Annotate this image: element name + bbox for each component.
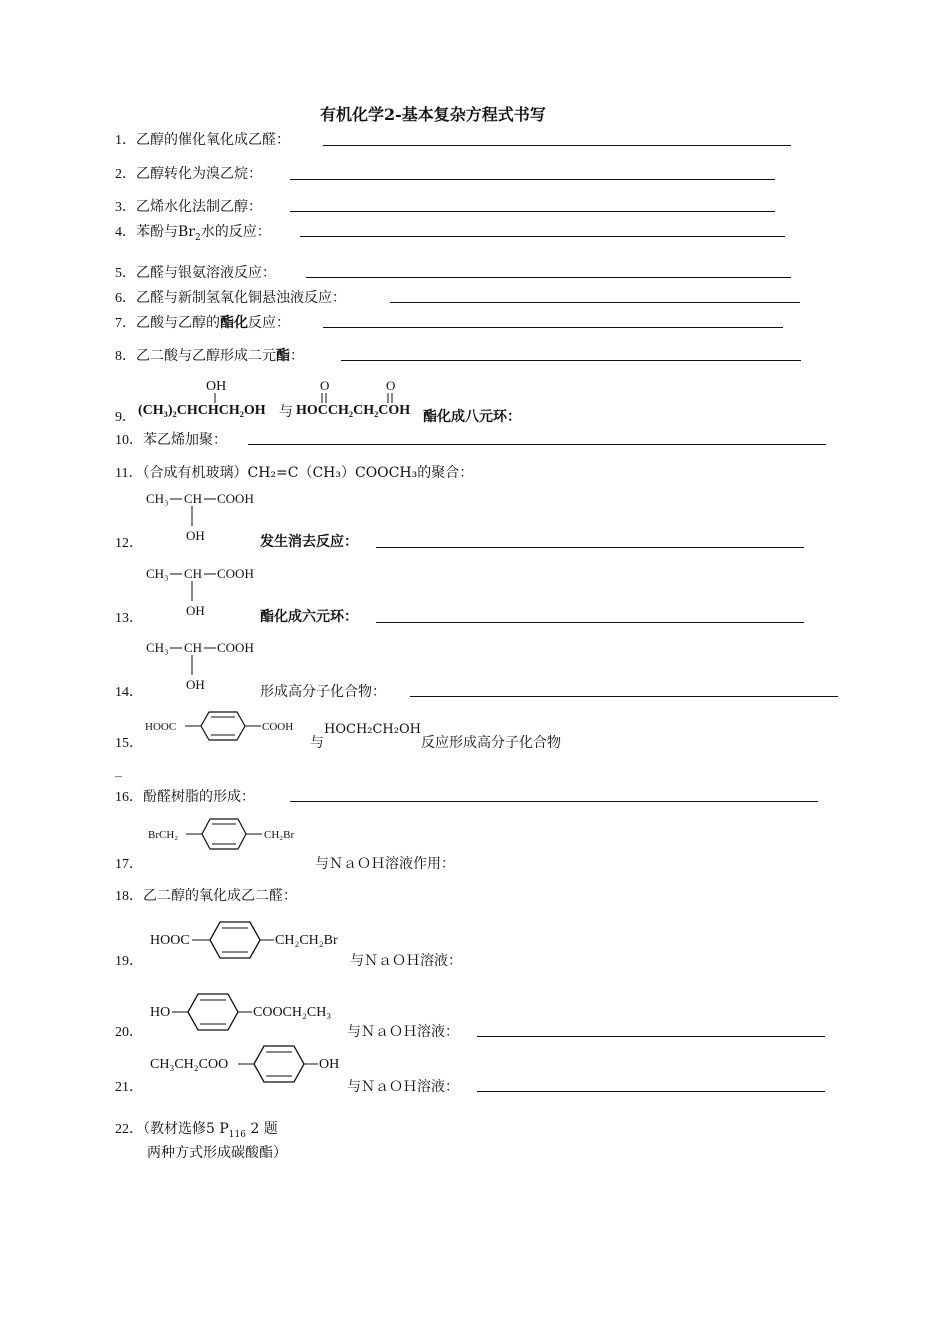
question-number: 7． (115, 316, 136, 331)
question-21-text: 与ＮａＯＨ溶液： (347, 1079, 459, 1095)
answer-line-1[interactable] (323, 145, 791, 146)
answer-line-5[interactable] (306, 277, 791, 278)
answer-line-2[interactable] (290, 179, 775, 180)
answer-line-8[interactable] (341, 360, 801, 361)
question-number: 2． (115, 167, 136, 182)
question-text: 乙二酸与乙醇形成二元 (136, 348, 276, 364)
question-4 (115, 221, 271, 243)
question-number: 18． (115, 889, 143, 904)
question-bold-text: 酯 (276, 348, 290, 364)
q19-structure (150, 918, 355, 964)
benzene-ring (254, 1046, 304, 1082)
question-9-text: 酯化成八元环： (423, 409, 521, 425)
ethylene-glycol-formula: HOCH₂CH₂OH (324, 722, 421, 737)
question-10 (115, 429, 227, 449)
question-text: 乙二醇的氧化成乙二醛： (143, 888, 297, 904)
benzene-ring (210, 922, 260, 958)
question-6 (115, 287, 346, 307)
question-8 (115, 345, 304, 365)
question-text: 乙醛与新制氢氧化铜悬浊液反应： (136, 290, 346, 306)
question-number: 8． (115, 349, 136, 364)
answer-line-12[interactable] (376, 547, 804, 548)
lactic-acid-structure-12 (146, 488, 266, 548)
cooch2ch3-label: COOCH₂CH₃ (253, 1005, 332, 1020)
question-text: 水的反应： (200, 224, 271, 240)
answer-line-14[interactable] (410, 696, 838, 697)
question-text: 反应： (248, 315, 290, 331)
with-text: 与 (279, 405, 293, 420)
page-sub: 116 (228, 1129, 246, 1140)
question-text: 乙烯水化法制乙醇： (136, 199, 262, 215)
mol-b-o2: O (386, 378, 396, 393)
cooh-label: COOH (217, 566, 254, 581)
mol-a-oh: OH (206, 379, 227, 394)
answer-line-13[interactable] (376, 622, 804, 623)
question-17-number: 17． (115, 857, 143, 872)
question-16 (115, 786, 255, 806)
ch3-label: CH₃ (146, 566, 169, 581)
q9-reactants-structure (136, 376, 426, 422)
formula-br: Br (178, 224, 195, 240)
question-number: 16． (115, 790, 143, 805)
question-number: 1． (115, 133, 136, 148)
question-text: 苯酚与 (136, 224, 178, 240)
answer-line-7[interactable] (323, 327, 783, 328)
ch-label: CH (184, 566, 203, 581)
question-19-text: 与ＮａＯＨ溶液： (350, 953, 462, 969)
question-17-text: 与ＮａＯＨ溶液作用： (315, 856, 455, 872)
question-15-text: 反应形成高分子化合物 (421, 735, 561, 751)
question-5 (115, 262, 276, 282)
q21-structure (150, 1042, 350, 1088)
cooh-label: COOH (217, 491, 254, 506)
answer-line-20[interactable] (477, 1036, 825, 1037)
question-13-text: 酯化成六元环： (260, 609, 358, 625)
lactic-acid-structure-14 (146, 637, 266, 697)
terephthalic-acid-structure (145, 707, 315, 747)
question-number: 5． (115, 266, 136, 281)
mol-a-formula: (CH₃)₂CHCHCH₂OH (138, 403, 266, 418)
question-13-number: 13． (115, 611, 143, 626)
question-1 (115, 129, 290, 149)
ch3-label: CH₃ (146, 640, 169, 655)
lactic-acid-structure-13 (146, 563, 266, 623)
question-text: （教材选修5 P (143, 1121, 229, 1137)
question-text: ： (290, 348, 304, 364)
ch3ch2coo-label: CH₃CH₂COO (150, 1057, 229, 1072)
question-number: 4． (115, 225, 136, 240)
question-15-with: 与 (310, 735, 324, 751)
cooh-label: COOH (262, 721, 294, 733)
question-number: 6． (115, 291, 136, 306)
question-14-number: 14． (115, 685, 143, 700)
question-12-text: 发生消去反应： (260, 534, 358, 550)
question-18 (115, 885, 297, 905)
answer-line-16[interactable] (290, 801, 818, 802)
hooc-label: HOOC (150, 933, 190, 948)
oh-label: OH (186, 677, 205, 692)
mol-b-formula: HOCCH₂CH₂COH (296, 403, 411, 418)
formula-sub: 2 (194, 232, 201, 243)
benzene-ring (188, 994, 238, 1030)
ch3-label: CH₃ (146, 491, 169, 506)
question-text: 苯乙烯加聚： (143, 432, 227, 448)
question-21-number: 21． (115, 1080, 143, 1095)
question-number: 22． (115, 1122, 143, 1137)
xylylene-dibromide-structure (148, 815, 308, 857)
brch2-label: BrCH₂ (148, 829, 179, 841)
answer-line-10[interactable] (248, 444, 826, 445)
question-number: 10． (115, 433, 143, 448)
answer-line-4[interactable] (300, 236, 785, 237)
ch-label: CH (184, 491, 203, 506)
ch-label: CH (184, 640, 203, 655)
ho-label: HO (150, 1005, 171, 1020)
stray-underscore: _ (115, 762, 122, 778)
ch2ch2br-label: CH₂CH₂Br (275, 933, 338, 948)
answer-line-21[interactable] (477, 1091, 825, 1092)
question-20-text: 与ＮａＯＨ溶液： (347, 1024, 459, 1040)
question-9-number: 9． (115, 410, 136, 425)
mol-b-o1: O (320, 378, 330, 393)
question-text: 乙醇转化为溴乙烷： (136, 166, 262, 182)
q20-structure (150, 990, 350, 1036)
question-3 (115, 196, 262, 216)
question-text: 乙醛与银氨溶液反应： (136, 265, 276, 281)
question-19-number: 19． (115, 954, 143, 969)
question-2 (115, 163, 262, 183)
cooh-label: COOH (217, 640, 254, 655)
question-22-line2: 两种方式形成碳酸酯） (147, 1145, 287, 1161)
question-text: 酚醛树脂的形成： (143, 789, 255, 805)
answer-line-3[interactable] (290, 211, 775, 212)
question-14-text: 形成高分子化合物： (260, 684, 386, 700)
oh-label: OH (186, 528, 205, 543)
question-7 (115, 312, 290, 332)
question-12-number: 12． (115, 536, 143, 551)
oh-label: OH (319, 1057, 340, 1072)
question-text: 2 题 (245, 1121, 278, 1137)
ch2br-label: CH₂Br (264, 829, 295, 841)
question-15-number: 15． (115, 736, 143, 751)
question-bold-text: 酯化 (220, 315, 248, 331)
answer-line-6[interactable] (390, 302, 800, 303)
question-number: 3． (115, 200, 136, 215)
page-title: 有机化学2-基本复杂方程式书写 (320, 105, 546, 124)
hooc-label: HOOC (145, 721, 177, 733)
question-text: （合成有机玻璃）CH₂=C（CH₃）COOCH₃的聚合： (142, 465, 474, 481)
question-number: 11． (115, 466, 143, 481)
question-text: 乙酸与乙醇的 (136, 315, 220, 331)
oh-label: OH (186, 603, 205, 618)
question-text: 乙醇的催化氧化成乙醛： (136, 132, 290, 148)
question-20-number: 20． (115, 1025, 143, 1040)
benzene-ring (201, 712, 245, 740)
question-22 (115, 1118, 278, 1140)
question-11 (115, 462, 473, 482)
